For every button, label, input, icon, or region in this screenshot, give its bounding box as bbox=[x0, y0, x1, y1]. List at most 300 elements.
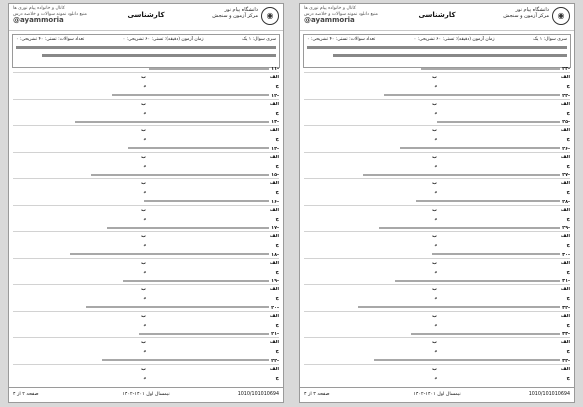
question-text-line bbox=[70, 253, 269, 255]
option-letter: ب bbox=[141, 260, 146, 266]
option-letter: ج bbox=[566, 243, 570, 248]
option-letter: الف bbox=[560, 101, 570, 107]
option-letter: ب bbox=[141, 313, 146, 319]
page-header bbox=[9, 4, 283, 31]
question-divider bbox=[13, 205, 279, 206]
answer-option bbox=[504, 102, 571, 107]
option-letter: د bbox=[143, 84, 146, 89]
answer-option bbox=[213, 102, 280, 107]
answer-option bbox=[371, 367, 438, 372]
question-divider bbox=[304, 125, 570, 126]
degree-level: كارشناسی bbox=[418, 11, 456, 19]
option-letter: د bbox=[434, 296, 437, 301]
university-name: دانشگاه پیام نور مرکز آزمون و سنجش bbox=[503, 7, 549, 19]
option-letter: ج bbox=[566, 163, 570, 169]
question-divider bbox=[13, 311, 279, 312]
question-item bbox=[304, 306, 570, 333]
option-letter: ج bbox=[275, 137, 279, 142]
option-letter: ب bbox=[141, 366, 146, 372]
question-number: -۱۹ bbox=[271, 279, 279, 284]
question-item bbox=[13, 173, 279, 200]
answer-option bbox=[504, 75, 571, 80]
option-letter: ج bbox=[566, 110, 570, 116]
answer-option bbox=[371, 314, 438, 319]
option-letter: د bbox=[434, 163, 437, 169]
question-item bbox=[13, 279, 279, 306]
question-count: تعداد سوالات: تستی: ۴۰ تشریحی: ۰ bbox=[307, 37, 376, 42]
option-letter: د bbox=[434, 322, 437, 328]
answer-option bbox=[371, 287, 438, 292]
question-text-line bbox=[149, 68, 269, 70]
question-number: -۱۲ bbox=[271, 93, 279, 99]
question-number: -۱۵ bbox=[271, 173, 279, 178]
question-text-line bbox=[395, 280, 560, 282]
question-item bbox=[304, 94, 570, 121]
option-letter: ج bbox=[566, 375, 570, 381]
answer-option bbox=[371, 137, 438, 142]
option-letter: ج bbox=[275, 269, 279, 275]
option-letter: ب bbox=[432, 313, 437, 319]
question-text-line bbox=[102, 359, 269, 361]
option-letter: د bbox=[434, 137, 437, 142]
option-letter: ج bbox=[566, 349, 570, 354]
option-letter: ب bbox=[141, 101, 146, 107]
answer-option bbox=[80, 270, 147, 275]
question-item bbox=[13, 147, 279, 174]
question-text-line bbox=[112, 94, 269, 96]
options-grid bbox=[13, 75, 279, 92]
question-item bbox=[304, 279, 570, 306]
answer-option bbox=[371, 190, 438, 195]
question-text-line bbox=[363, 174, 560, 176]
question-text-line bbox=[437, 121, 560, 123]
question-item bbox=[13, 332, 279, 359]
option-letter: د bbox=[143, 349, 146, 354]
answer-option bbox=[504, 217, 571, 222]
question-divider bbox=[13, 364, 279, 365]
options-grid bbox=[13, 340, 279, 357]
question-item bbox=[13, 306, 279, 333]
option-letter: ج bbox=[275, 163, 279, 169]
page-header bbox=[300, 4, 574, 31]
question-number: -۱۳ bbox=[271, 120, 279, 125]
answer-option bbox=[80, 234, 147, 239]
question-text-line bbox=[128, 147, 269, 149]
option-letter: ج bbox=[566, 190, 570, 195]
options-grid bbox=[304, 367, 570, 384]
answer-option bbox=[504, 261, 571, 266]
answer-option bbox=[504, 164, 571, 169]
question-number: -۲۲ bbox=[271, 358, 279, 364]
option-letter: الف bbox=[269, 128, 279, 133]
option-letter: الف bbox=[269, 75, 279, 80]
option-letter: ج bbox=[275, 110, 279, 116]
question-series: سری سوال: ۱ یک bbox=[533, 37, 567, 42]
question-text-line bbox=[384, 94, 560, 96]
options-grid bbox=[304, 128, 570, 145]
answer-option bbox=[80, 111, 147, 116]
answer-option bbox=[213, 270, 280, 275]
question-item bbox=[304, 332, 570, 359]
option-letter: د bbox=[143, 375, 146, 381]
question-series: سری سوال: ۱ یک bbox=[242, 37, 276, 42]
answer-option bbox=[213, 181, 280, 186]
answer-option bbox=[504, 128, 571, 133]
page-number: صفحه ۲ از ۴ bbox=[13, 392, 39, 397]
question-divider bbox=[304, 152, 570, 153]
question-divider bbox=[13, 337, 279, 338]
answer-option bbox=[371, 349, 438, 354]
option-letter: ب bbox=[141, 75, 146, 80]
question-text-line bbox=[400, 147, 560, 149]
option-letter: د bbox=[143, 296, 146, 301]
course-title-line bbox=[307, 46, 567, 49]
answer-option bbox=[80, 340, 147, 345]
question-number: -۱۱ bbox=[271, 67, 279, 72]
options-grid bbox=[13, 155, 279, 172]
question-number: -۳۳ bbox=[562, 332, 570, 337]
answer-option bbox=[504, 84, 571, 89]
option-letter: ج bbox=[275, 349, 279, 354]
answer-option bbox=[213, 84, 280, 89]
option-letter: ب bbox=[141, 340, 146, 345]
exam-info-box bbox=[12, 34, 280, 68]
answer-option bbox=[213, 111, 280, 116]
answer-option bbox=[213, 314, 280, 319]
option-letter: ج bbox=[566, 269, 570, 275]
question-divider bbox=[304, 205, 570, 206]
answer-option bbox=[80, 217, 147, 222]
answer-option bbox=[213, 155, 280, 160]
option-letter: ج bbox=[275, 216, 279, 222]
answer-option bbox=[80, 243, 147, 248]
question-divider bbox=[13, 258, 279, 259]
answer-option bbox=[371, 181, 438, 186]
question-divider bbox=[304, 99, 570, 100]
question-number: -۲۳ bbox=[562, 67, 570, 72]
option-letter: الف bbox=[269, 287, 279, 292]
options-grid bbox=[13, 261, 279, 278]
question-item bbox=[13, 94, 279, 121]
question-number: -۱۴ bbox=[271, 146, 279, 152]
option-letter: ج bbox=[275, 190, 279, 195]
option-letter: الف bbox=[560, 128, 570, 133]
option-letter: د bbox=[143, 190, 146, 195]
question-number: -۱۸ bbox=[271, 252, 279, 258]
options-grid bbox=[13, 367, 279, 384]
answer-option bbox=[213, 296, 280, 301]
answer-option bbox=[80, 84, 147, 89]
answer-option bbox=[504, 243, 571, 248]
option-letter: ب bbox=[141, 234, 146, 239]
page-footer bbox=[9, 387, 283, 402]
answer-option bbox=[213, 137, 280, 142]
option-letter: الف bbox=[560, 340, 570, 345]
option-letter: د bbox=[143, 322, 146, 328]
semester: نیمسال اول ۱۴۰۱-۱۴۰۲ bbox=[413, 392, 461, 397]
answer-option bbox=[80, 102, 147, 107]
question-item bbox=[304, 226, 570, 253]
course-code-line bbox=[42, 54, 276, 57]
option-letter: د bbox=[143, 243, 146, 248]
answer-option bbox=[213, 164, 280, 169]
answer-option bbox=[80, 349, 147, 354]
answer-option bbox=[80, 128, 147, 133]
question-item bbox=[304, 147, 570, 174]
option-letter: الف bbox=[269, 181, 279, 186]
question-text-line bbox=[379, 227, 560, 229]
question-divider bbox=[304, 364, 570, 365]
question-text-line bbox=[91, 174, 269, 176]
question-item bbox=[304, 67, 570, 94]
question-text-line bbox=[432, 253, 560, 255]
answer-option bbox=[504, 296, 571, 301]
answer-option bbox=[80, 314, 147, 319]
option-letter: د bbox=[143, 216, 146, 222]
semester: نیمسال اول ۱۴۰۱-۱۴۰۲ bbox=[122, 392, 170, 397]
answer-option bbox=[213, 376, 280, 381]
answer-option bbox=[80, 367, 147, 372]
option-letter: ب bbox=[432, 128, 437, 133]
option-letter: ج bbox=[566, 137, 570, 142]
course-code: 1010/101010694 bbox=[237, 392, 279, 397]
options-grid bbox=[13, 208, 279, 225]
answer-option bbox=[504, 208, 571, 213]
answer-option bbox=[371, 164, 438, 169]
question-divider bbox=[13, 284, 279, 285]
options-grid bbox=[304, 287, 570, 304]
degree-level: كارشناسی bbox=[127, 11, 165, 19]
option-letter: ج bbox=[566, 322, 570, 328]
options-grid bbox=[304, 340, 570, 357]
answer-option bbox=[371, 111, 438, 116]
option-letter: الف bbox=[560, 366, 570, 372]
options-grid bbox=[304, 234, 570, 251]
question-number: -۲۷ bbox=[562, 173, 570, 178]
answer-option bbox=[80, 261, 147, 266]
question-item bbox=[13, 359, 279, 386]
answer-option bbox=[213, 75, 280, 80]
course-code: 1010/101010694 bbox=[528, 392, 570, 397]
answer-option bbox=[371, 84, 438, 89]
answer-option bbox=[504, 190, 571, 195]
exam-info-box bbox=[303, 34, 571, 68]
options-grid bbox=[13, 314, 279, 331]
answer-option bbox=[504, 323, 571, 328]
answer-option bbox=[371, 323, 438, 328]
option-letter: ب bbox=[141, 181, 146, 186]
question-number: -۳۱ bbox=[562, 279, 570, 284]
option-letter: د bbox=[143, 269, 146, 275]
option-letter: الف bbox=[269, 101, 279, 107]
option-letter: الف bbox=[560, 313, 570, 319]
option-letter: ج bbox=[275, 322, 279, 328]
question-text-line bbox=[358, 306, 560, 308]
question-text-line bbox=[411, 333, 560, 335]
option-letter: ب bbox=[432, 234, 437, 239]
question-divider bbox=[13, 152, 279, 153]
option-letter: الف bbox=[269, 313, 279, 319]
option-letter: ب bbox=[432, 340, 437, 345]
options-grid bbox=[304, 181, 570, 198]
option-letter: ج bbox=[275, 243, 279, 248]
answer-option bbox=[371, 296, 438, 301]
option-letter: الف bbox=[560, 287, 570, 292]
question-divider bbox=[304, 178, 570, 179]
options-grid bbox=[304, 102, 570, 119]
options-grid bbox=[304, 75, 570, 92]
question-count: تعداد سوالات: تستی: ۴۰ تشریحی: ۰ bbox=[16, 37, 85, 42]
option-letter: د bbox=[143, 163, 146, 169]
option-letter: ب bbox=[141, 128, 146, 133]
answer-option bbox=[504, 234, 571, 239]
answer-option bbox=[80, 75, 147, 80]
option-letter: ب bbox=[141, 287, 146, 292]
option-letter: الف bbox=[560, 207, 570, 213]
option-letter: ب bbox=[432, 366, 437, 372]
answer-option bbox=[213, 208, 280, 213]
option-letter: د bbox=[434, 269, 437, 275]
option-letter: ج bbox=[566, 84, 570, 89]
question-number: -۲۱ bbox=[271, 332, 279, 337]
answer-option bbox=[213, 128, 280, 133]
question-number: -۳۲ bbox=[562, 305, 570, 311]
options-grid bbox=[13, 287, 279, 304]
option-letter: د bbox=[143, 110, 146, 116]
option-letter: ج bbox=[275, 375, 279, 381]
exam-time: زمان آزمون (دقیقه): تستی: ۶۰ تشریحی: ۰ bbox=[413, 37, 495, 42]
option-letter: الف bbox=[269, 340, 279, 345]
answer-option bbox=[504, 270, 571, 275]
option-letter: الف bbox=[269, 234, 279, 239]
answer-option bbox=[371, 270, 438, 275]
options-grid bbox=[304, 314, 570, 331]
question-number: -۱۷ bbox=[271, 226, 279, 231]
answer-option bbox=[213, 367, 280, 372]
course-code-line bbox=[333, 54, 567, 57]
question-divider bbox=[304, 258, 570, 259]
answer-option bbox=[80, 287, 147, 292]
answer-option bbox=[371, 208, 438, 213]
question-divider bbox=[304, 231, 570, 232]
options-grid bbox=[13, 102, 279, 119]
answer-option bbox=[80, 376, 147, 381]
answer-option bbox=[213, 190, 280, 195]
option-letter: د bbox=[434, 84, 437, 89]
option-letter: ب bbox=[141, 207, 146, 213]
option-letter: ج bbox=[566, 216, 570, 222]
university-logo-icon: ◉ bbox=[261, 7, 279, 25]
option-letter: الف bbox=[269, 207, 279, 213]
university-name: دانشگاه پیام نور مرکز آزمون و سنجش bbox=[212, 7, 258, 19]
option-letter: ج bbox=[275, 84, 279, 89]
answer-option bbox=[504, 349, 571, 354]
answer-option bbox=[80, 155, 147, 160]
option-letter: ب bbox=[432, 75, 437, 80]
question-number: -۱۶ bbox=[271, 199, 279, 205]
question-item bbox=[13, 200, 279, 227]
answer-option bbox=[80, 208, 147, 213]
options-grid bbox=[13, 181, 279, 198]
option-letter: ب bbox=[432, 287, 437, 292]
exam-page-right bbox=[299, 3, 575, 403]
question-list bbox=[304, 67, 570, 385]
question-item bbox=[13, 253, 279, 280]
watermark: کانال و خانواده پیام نوری ها منبع دانلود نمونه سوالات و خلاصه درس @ayammoria bbox=[13, 6, 87, 24]
question-divider bbox=[304, 337, 570, 338]
question-number: -۲۰ bbox=[271, 305, 279, 311]
answer-option bbox=[213, 234, 280, 239]
question-item bbox=[13, 120, 279, 147]
option-letter: ج bbox=[566, 296, 570, 301]
option-letter: الف bbox=[269, 366, 279, 372]
question-item bbox=[13, 67, 279, 94]
answer-option bbox=[213, 287, 280, 292]
answer-option bbox=[213, 261, 280, 266]
question-divider bbox=[13, 72, 279, 73]
answer-option bbox=[504, 340, 571, 345]
question-number: -۳۴ bbox=[562, 358, 570, 364]
answer-option bbox=[504, 376, 571, 381]
answer-option bbox=[504, 287, 571, 292]
question-text-line bbox=[86, 306, 269, 308]
answer-option bbox=[504, 181, 571, 186]
answer-option bbox=[80, 190, 147, 195]
page-footer bbox=[300, 387, 574, 402]
option-letter: ب bbox=[432, 207, 437, 213]
question-number: -۲۴ bbox=[562, 93, 570, 99]
question-number: -۲۶ bbox=[562, 146, 570, 152]
answer-option bbox=[371, 261, 438, 266]
question-number: -۳۰ bbox=[562, 252, 570, 258]
question-divider bbox=[13, 125, 279, 126]
answer-option bbox=[371, 75, 438, 80]
question-number: -۲۸ bbox=[562, 199, 570, 205]
answer-option bbox=[213, 217, 280, 222]
option-letter: د bbox=[434, 375, 437, 381]
options-grid bbox=[304, 261, 570, 278]
question-text-line bbox=[416, 200, 560, 202]
option-letter: الف bbox=[560, 154, 570, 160]
answer-option bbox=[504, 314, 571, 319]
answer-option bbox=[213, 323, 280, 328]
page-number: صفحه ۳ از ۴ bbox=[304, 392, 330, 397]
question-divider bbox=[13, 178, 279, 179]
watermark: کانال و خانواده پیام نوری ها منبع دانلود نمونه سوالات و خلاصه درس @ayammoria bbox=[304, 6, 378, 24]
answer-option bbox=[371, 128, 438, 133]
question-item bbox=[304, 200, 570, 227]
question-divider bbox=[304, 72, 570, 73]
question-divider bbox=[304, 284, 570, 285]
answer-option bbox=[371, 234, 438, 239]
question-item bbox=[304, 173, 570, 200]
option-letter: الف bbox=[560, 234, 570, 239]
option-letter: ب bbox=[432, 154, 437, 160]
option-letter: د bbox=[434, 349, 437, 354]
answer-option bbox=[504, 111, 571, 116]
answer-option bbox=[504, 367, 571, 372]
options-grid bbox=[304, 208, 570, 225]
option-letter: د bbox=[434, 190, 437, 195]
option-letter: ب bbox=[432, 181, 437, 186]
question-divider bbox=[13, 99, 279, 100]
course-title-line bbox=[16, 46, 276, 49]
question-number: -۲۵ bbox=[562, 120, 570, 125]
question-item bbox=[304, 253, 570, 280]
question-text-line bbox=[75, 121, 269, 123]
answer-option bbox=[371, 340, 438, 345]
answer-option bbox=[371, 243, 438, 248]
